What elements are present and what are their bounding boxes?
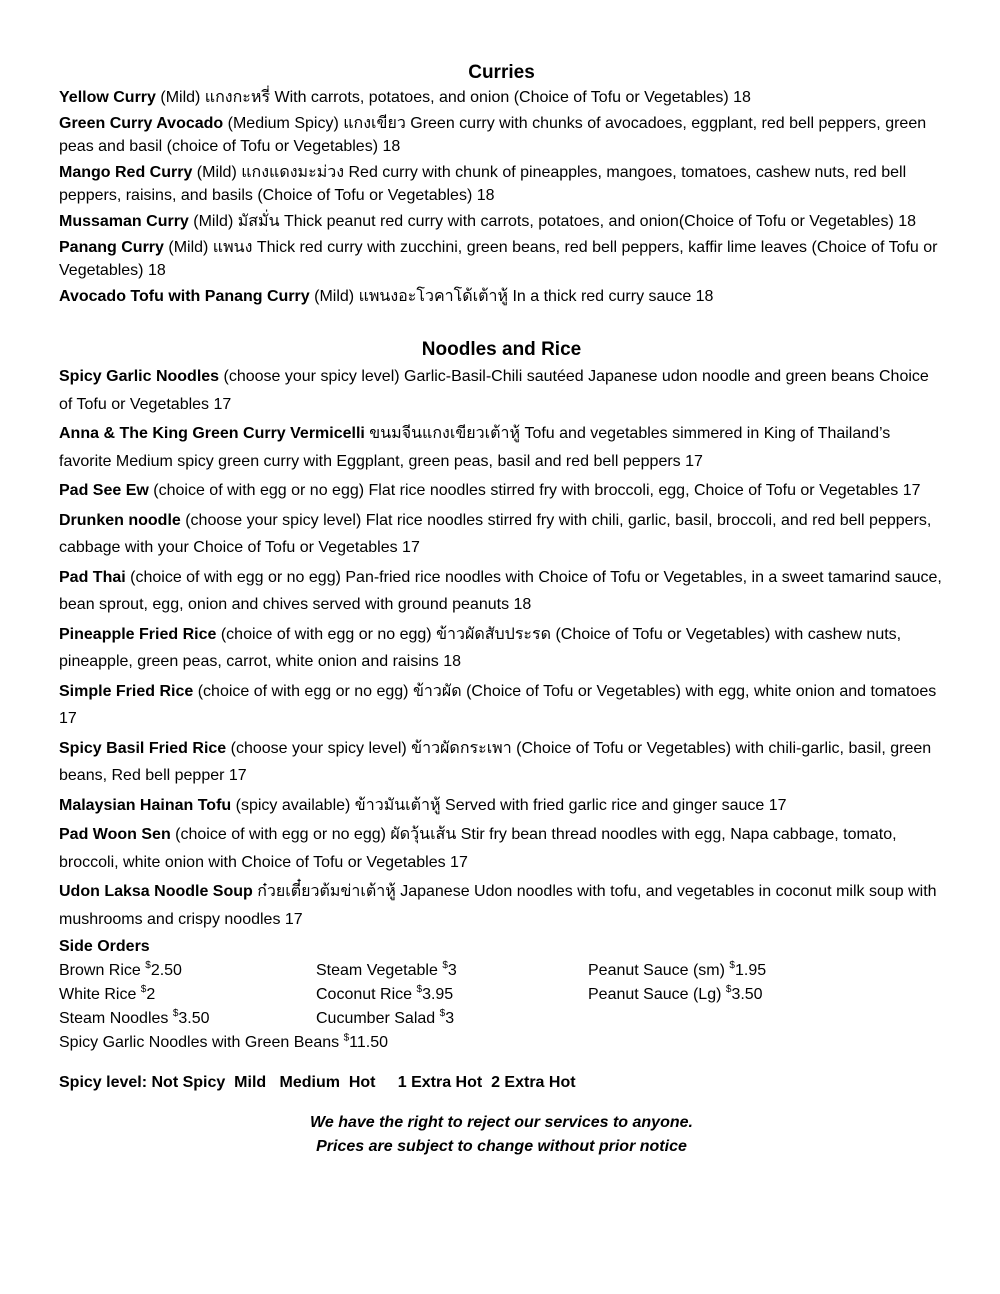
side-order-price: 3: [445, 1010, 455, 1027]
side-order-item: [316, 1007, 588, 1031]
menu-item: [59, 821, 944, 876]
menu-item: [59, 285, 944, 308]
side-order-item: [59, 1031, 944, 1055]
menu-page: [59, 60, 944, 1159]
menu-item-description: ขนมจีนแกงเขียวเต้าหู้ Tofu and vegetables simmered in King of Thailand’s favorite Medium spicy green curry with Eggplant, green peas, basil and red bell peppers 17: [59, 425, 891, 470]
menu-item: [59, 792, 944, 820]
side-order-item: [588, 959, 944, 983]
menu-item-description: (choice of with egg or no egg) ผัดวุ้นเส้น Stir fry bean thread noodles with egg, Napa cabbage, tomato, broccoli, white onion with Choice of Tofu or Vegetables 17: [59, 826, 897, 871]
menu-item-description: (Mild) แพนงอะโวคาโด้เต้าหู้ In a thick red curry sauce 18: [309, 288, 714, 305]
menu-item-name: Yellow Curry: [59, 89, 156, 106]
side-order-name: White Rice: [59, 986, 141, 1003]
menu-item: [59, 878, 944, 933]
currency-symbol: $: [416, 983, 423, 995]
side-order-item: [59, 1007, 316, 1031]
menu-item-description: (choose your spicy level) ข้าวผัดกระเพา (Choice of Tofu or Vegetables) with chili-garlic, basil, green beans, Red bell pepper 17: [59, 739, 932, 784]
menu-item-description: (Mild) แกงกะหรี่ With carrots, potatoes, and onion (Choice of Tofu or Vegetables) 18: [155, 89, 751, 106]
side-order-name: Peanut Sauce (sm): [588, 962, 730, 979]
currency-symbol: $: [343, 1032, 350, 1044]
menu-item: [59, 420, 944, 475]
menu-item: [59, 236, 944, 282]
menu-item-name: Drunken noodle: [59, 511, 181, 529]
menu-item-name: Udon Laksa Noodle Soup: [59, 883, 253, 900]
menu-item: [59, 112, 944, 158]
menu-item-description: (Mild) มัสมั่น Thick peanut red curry with carrots, potatoes, and onion(Choice of Tofu or Vegetables) 18: [188, 213, 917, 230]
menu-item: [59, 210, 944, 233]
menu-item-description: (choice of with egg or no egg) ข้าวผัด (Choice of Tofu or Vegetables) with egg, white onion and tomatoes 17: [59, 682, 937, 727]
menu-item: [59, 564, 944, 619]
side-order-price: 2.50: [150, 962, 182, 979]
menu-item-name: Pad See Ew: [59, 482, 149, 499]
currency-symbol: $: [439, 1007, 446, 1019]
currency-symbol: $: [729, 959, 735, 971]
menu-item-description: (Medium Spicy) แกงเขียว Green curry with chunks of avocadoes, eggplant, red bell peppers, green peas and basil (choice of Tofu or Vegetables) 18: [59, 115, 927, 155]
side-order-name: Spicy Garlic Noodles with Green Beans: [59, 1034, 344, 1051]
menu-item: [59, 621, 944, 676]
menu-item-description: (choose your spicy level) Flat rice noodles stirred fry with chili, garlic, basil, broccoli, and red bell peppers, cabbage with your Choice of Tofu or Vegetables 17: [59, 511, 932, 556]
side-order-price: 1.95: [734, 962, 767, 979]
side-order-name: Brown Rice: [59, 962, 146, 979]
footer-line-2: Prices are subject to change without prior notice: [316, 1138, 687, 1155]
menu-item: [59, 86, 944, 109]
menu-item-name: Malaysian Hainan Tofu: [59, 796, 232, 814]
side-order-item: [316, 959, 588, 983]
side-order-name: Steam Vegetable: [316, 962, 443, 979]
side-order-price: 3.50: [178, 1010, 210, 1027]
menu-item-description: (spicy available) ข้าวมันเต้าหู้ Served with fried garlic rice and ginger sauce 17: [231, 796, 787, 814]
menu-item-name: Mango Red Curry: [59, 164, 193, 181]
menu-item-name: Pad Thai: [59, 568, 126, 586]
side-order-item: [59, 959, 316, 983]
side-order-price: 3.95: [422, 986, 454, 1003]
currency-symbol: $: [145, 959, 151, 971]
menu-item-description: ก๋วยเตี๋ยวต้มข่าเต้าหู้ Japanese Udon noodles with tofu, and vegetables in coconut milk soup with mushrooms and crispy noodles 17: [59, 883, 937, 928]
currency-symbol: $: [442, 959, 448, 971]
noodles-title: Noodles and Rice: [421, 339, 582, 360]
menu-item: [59, 477, 944, 505]
side-order-price: 3.50: [731, 986, 763, 1003]
menu-item-description: (choice of with egg or no egg) ข้าวผัดสับประรด (Choice of Tofu or Vegetables) with cashew nuts, pineapple, green peas, carrot, white onion and raisins 18: [59, 625, 902, 670]
side-order-item: [316, 983, 588, 1007]
menu-item: [59, 507, 944, 562]
side-order-name: Coconut Rice: [316, 986, 417, 1003]
menu-item-name: Mussaman Curry: [59, 213, 189, 230]
side-order-price: 11.50: [349, 1034, 388, 1051]
side-order-price: 2: [146, 986, 156, 1003]
menu-item-name: Spicy Basil Fried Rice: [59, 739, 227, 757]
side-order-name: Peanut Sauce (Lg): [588, 986, 726, 1003]
menu-item-description: (Mild) แกงแดงมะม่วง Red curry with chunk of pineapples, mangoes, tomatoes, cashew nuts, red bell peppers, raisins, and basils (Choice of Tofu or Vegetables) 18: [59, 164, 907, 204]
menu-item: [59, 678, 944, 733]
side-orders-grid: [59, 959, 944, 1031]
currency-symbol: $: [140, 983, 147, 995]
noodles-section: [59, 337, 944, 933]
curries-list: [59, 86, 944, 308]
menu-item-description: (choose your spicy level) Garlic-Basil-Chili sautéed Japanese udon noodle and green beans Choice of Tofu or Vegetables 17: [59, 368, 929, 413]
curries-section: [59, 60, 944, 308]
empty-cell: [588, 1007, 944, 1031]
menu-item-name: Pad Woon Sen: [59, 826, 171, 843]
menu-item-name: Anna & The King Green Curry Vermicelli: [59, 425, 365, 442]
menu-item-description: (choice of with egg or no egg) Pan-fried rice noodles with Choice of Tofu or Vegetables, in a sweet tamarind sauce, bean sprout, egg, onion and chives served with ground peanuts 18: [59, 568, 942, 613]
menu-item-name: Simple Fried Rice: [59, 682, 194, 700]
menu-item: [59, 735, 944, 790]
side-order-name: Cucumber Salad: [316, 1010, 440, 1027]
currency-symbol: $: [725, 983, 732, 995]
side-order-name: Steam Noodles: [59, 1010, 173, 1027]
curries-title: Curries: [468, 62, 535, 83]
footer-line-1: We have the right to reject our services to anyone.: [310, 1114, 693, 1131]
spicy-level-line: Spicy level: Not Spicy Mild Medium Hot 1 Extra Hot 2 Extra Hot: [59, 1074, 576, 1091]
noodles-list: [59, 363, 944, 933]
menu-item-description: (Mild) แพนง Thick red curry with zucchini, green beans, red bell peppers, kaffir lime leaves (Choice of Tofu or Vegetables) 18: [59, 239, 938, 279]
side-orders-title: Side Orders: [59, 938, 150, 955]
menu-item-description: (choice of with egg or no egg) Flat rice noodles stirred fry with broccoli, egg, Choice of Tofu or Vegetables 17: [148, 482, 921, 499]
side-order-price: 3: [447, 962, 457, 979]
menu-item-name: Panang Curry: [59, 239, 164, 256]
footer-notice: [59, 1111, 944, 1159]
currency-symbol: $: [172, 1007, 179, 1019]
menu-item: [59, 161, 944, 207]
menu-item: [59, 363, 944, 418]
side-order-item: [59, 983, 316, 1007]
menu-item-name: Pineapple Fried Rice: [59, 625, 217, 643]
side-orders-section: [59, 935, 944, 1055]
menu-item-name: Green Curry Avocado: [59, 115, 224, 132]
menu-item-name: Avocado Tofu with Panang Curry: [59, 288, 310, 305]
side-order-item: [588, 983, 944, 1007]
menu-item-name: Spicy Garlic Noodles: [59, 368, 220, 385]
